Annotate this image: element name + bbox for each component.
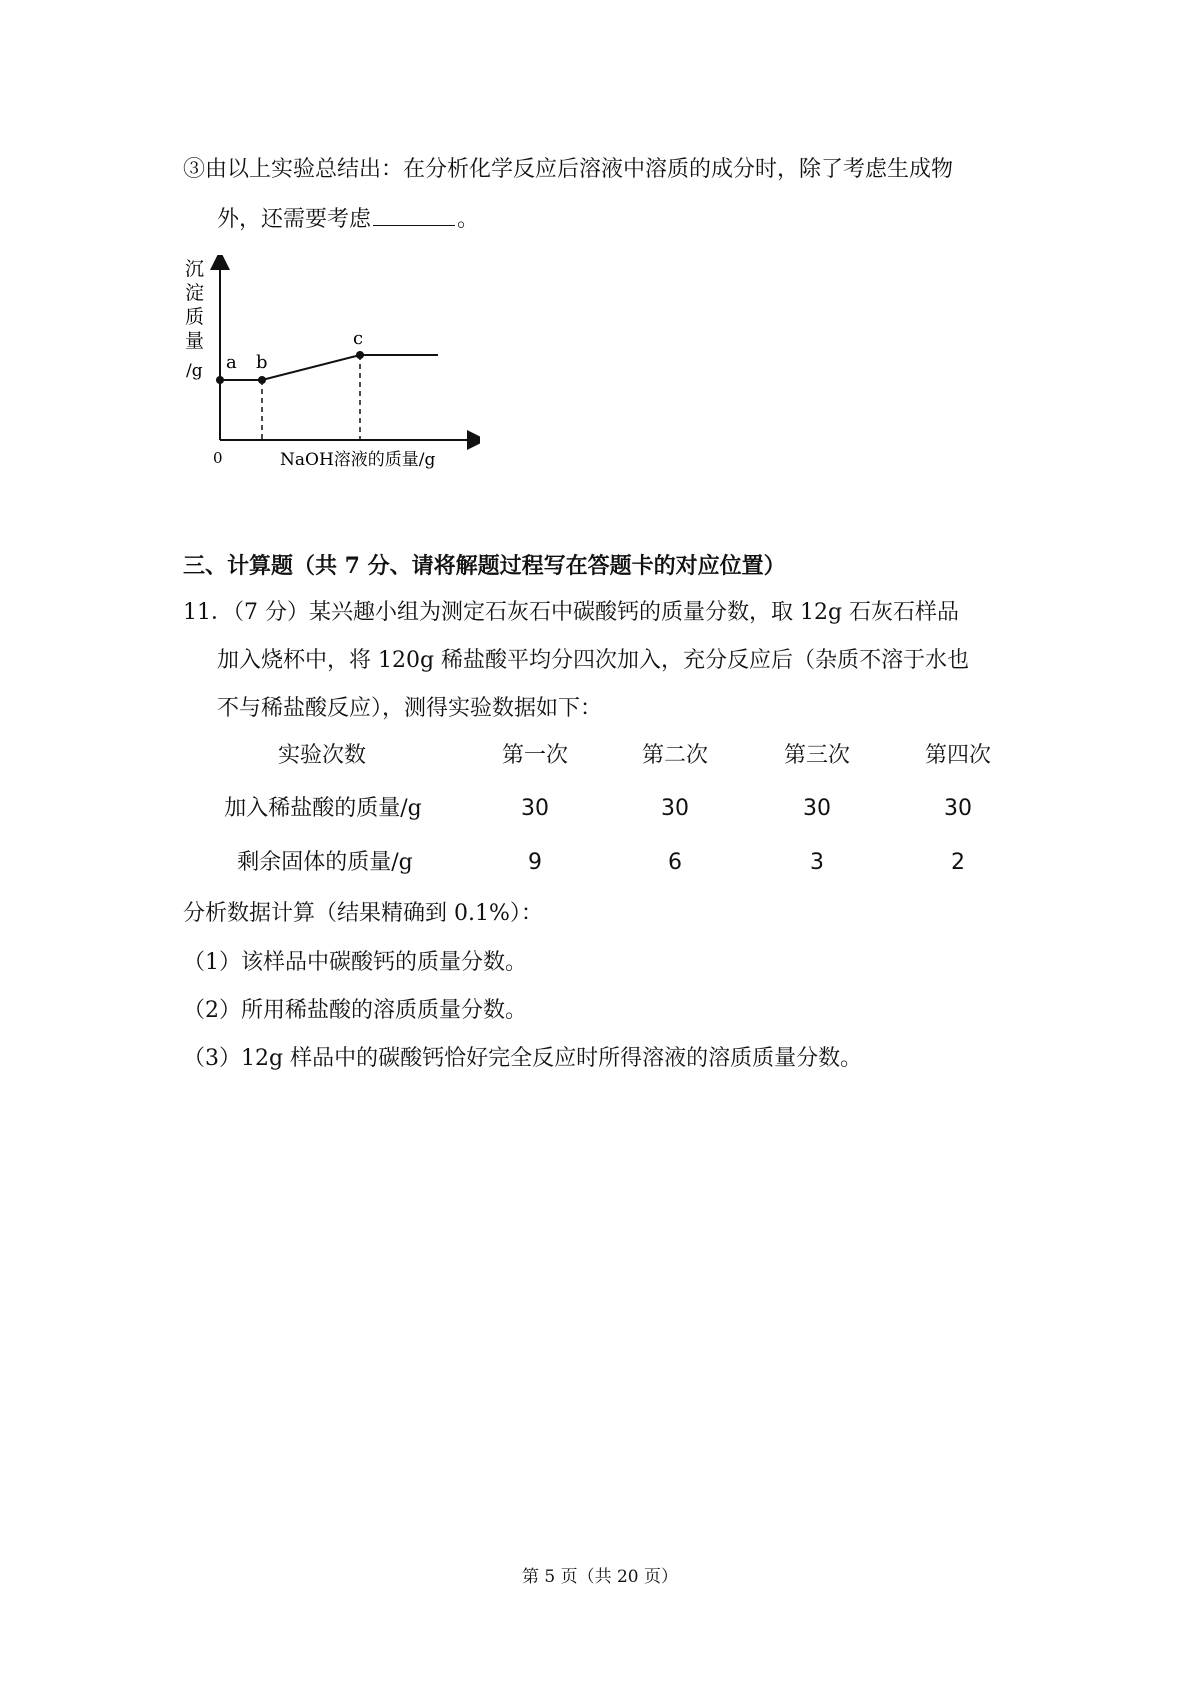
q11-line1: 11．（7 分）某兴趣小组为测定石灰石中碳酸钙的质量分数，取 12g 石灰石样品 [183, 600, 960, 625]
table-header-cell: 第三次 [783, 743, 850, 768]
q11-line2: 加入烧杯中，将 120g 稀盐酸平均分四次加入，充分反应后（杂质不溶于水也 [217, 648, 970, 673]
x-axis-label: NaOH溶液的质量/g [280, 450, 436, 470]
table-cell: 30 [661, 796, 689, 821]
precipitate-curve [220, 355, 438, 380]
precipitate-graph [180, 255, 480, 480]
origin-label: 0 [213, 449, 223, 467]
table-row-label: 加入稀盐酸的质量/g [224, 796, 422, 821]
section-heading: 三、计算题（共 7 分、请将解题过程写在答题卡的对应位置） [183, 553, 786, 579]
ylabel-2: 淀 [185, 282, 205, 304]
q3-line1: ③由以上实验总结出：在分析化学反应后溶液中溶质的成分时，除了考虑生成物 [183, 157, 954, 182]
sub-question-1: （1）该样品中碳酸钙的质量分数。 [183, 950, 527, 975]
answer-blank[interactable] [373, 203, 455, 226]
table-cell: 3 [810, 850, 824, 875]
sub-question-3: （3）12g 样品中的碳酸钙恰好完全反应时所得溶液的溶质质量分数。 [183, 1046, 863, 1071]
point-c [356, 351, 364, 359]
ylabel-4: 量 [185, 330, 205, 352]
ylabel-5: /g [186, 361, 203, 381]
q3-line2-text: 外，还需要考虑 [217, 207, 372, 232]
point-b [258, 376, 266, 384]
sub-question-2: （2）所用稀盐酸的溶质质量分数。 [183, 998, 527, 1023]
ylabel-1: 沉 [185, 258, 205, 280]
table-header-cell: 第一次 [501, 743, 568, 768]
table-cell: 6 [668, 850, 682, 875]
analysis-instruction: 分析数据计算（结果精确到 0.1%）： [183, 901, 543, 926]
q3-line2 [217, 203, 479, 235]
table-cell: 9 [528, 850, 542, 875]
q11-line3: 不与稀盐酸反应），测得实验数据如下： [217, 696, 603, 721]
q3-line2-end: 。 [457, 207, 480, 232]
table-cell: 30 [944, 796, 972, 821]
label-c: c [353, 328, 364, 349]
table-header-cell: 第二次 [641, 743, 708, 768]
table-cell: 2 [951, 850, 965, 875]
table-header-cell: 实验次数 [277, 743, 366, 768]
page-footer: 第 5 页（共 20 页） [521, 1567, 679, 1587]
table-cell: 30 [803, 796, 831, 821]
table-row-label: 剩余固体的质量/g [237, 850, 413, 875]
point-a [216, 376, 224, 384]
table-cell: 30 [521, 796, 549, 821]
ylabel-3: 质 [185, 306, 205, 328]
label-a: a [226, 352, 237, 373]
table-header-cell: 第四次 [924, 743, 991, 768]
label-b: b [256, 352, 268, 373]
